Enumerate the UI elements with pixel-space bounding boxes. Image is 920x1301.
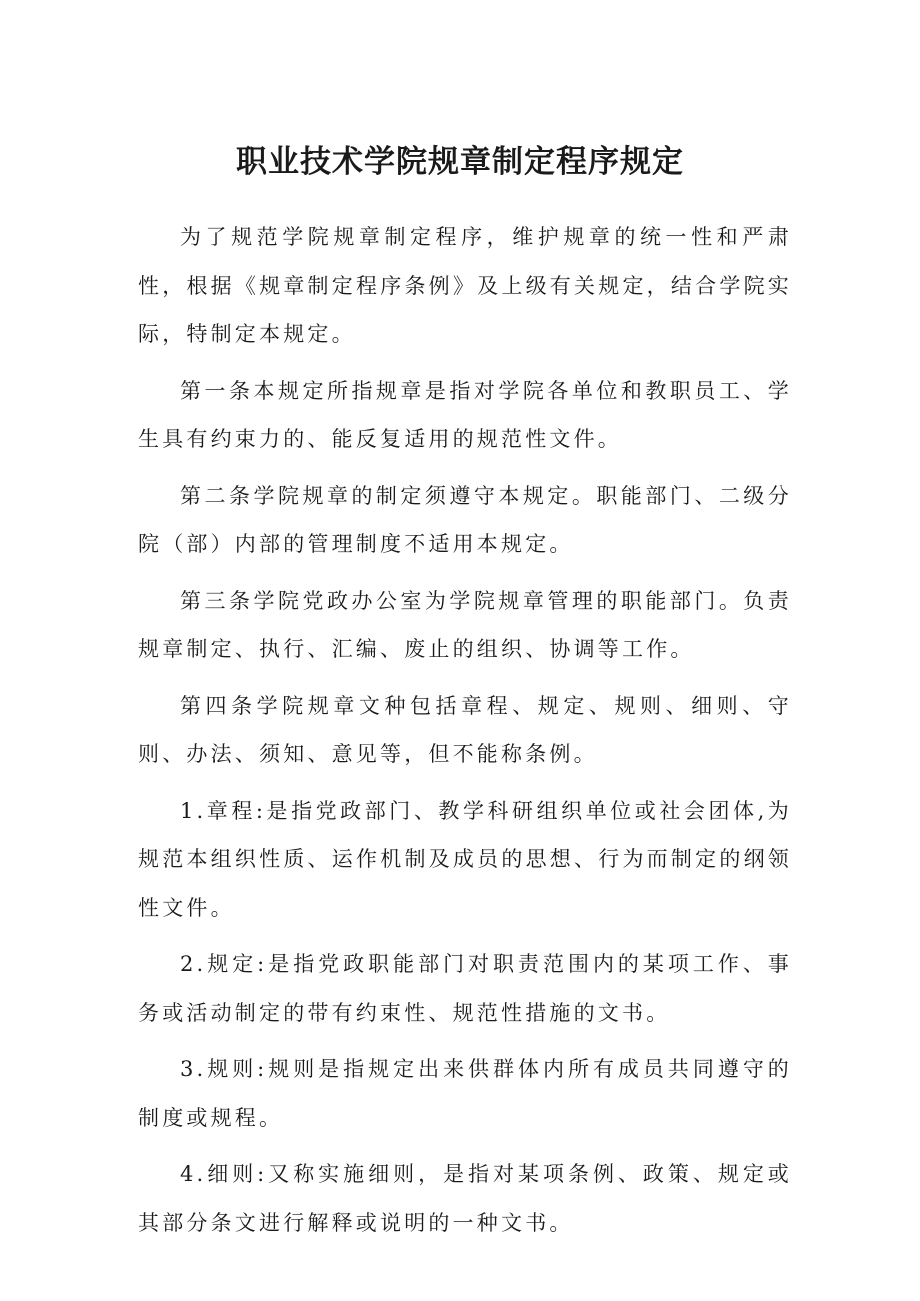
paragraph-article-2: 第二条学院规章的制定须遵守本规定。职能部门、二级分院（部）内部的管理制度不适用本规定。 — [138, 483, 792, 556]
document-body — [138, 213, 792, 1255]
paragraph-article-4: 第四条学院规章文种包括章程、规定、规则、细则、守则、办法、须知、意见等，但不能称条例。 — [138, 693, 792, 766]
paragraph-item-rule: 3.规则:规则是指规定出来供群体内所有成员共同遵守的制度或规程。 — [138, 1057, 792, 1130]
paragraph-item-detailed-rule: 4.细则:又称实施细则，是指对某项条例、政策、规定或其部分条文进行解释或说明的一种文书。 — [138, 1162, 792, 1235]
paragraph-preamble: 为了规范学院规章制定程序，维护规章的统一性和严肃性，根据《规章制定程序条例》及上级有关规定，结合学院实际，特制定本规定。 — [138, 225, 792, 346]
document-title: 职业技术学院规章制定程序规定 — [236, 144, 684, 180]
paragraph-article-3: 第三条学院党政办公室为学院规章管理的职能部门。负责规章制定、执行、汇编、废止的组织、协调等工作。 — [138, 588, 792, 661]
paragraph-item-charter: 1.章程:是指党政部门、教学科研组织单位或社会团体,为规范本组织性质、运作机制及成员的思想、行为而制定的纲领性文件。 — [138, 798, 792, 920]
paragraph-item-provision: 2.规定:是指党政职能部门对职责范围内的某项工作、事务或活动制定的带有约束性、规范性措施的文书。 — [138, 952, 792, 1025]
paragraph-article-1: 第一条本规定所指规章是指对学院各单位和教职员工、学生具有约束力的、能反复适用的规范性文件。 — [138, 378, 792, 451]
